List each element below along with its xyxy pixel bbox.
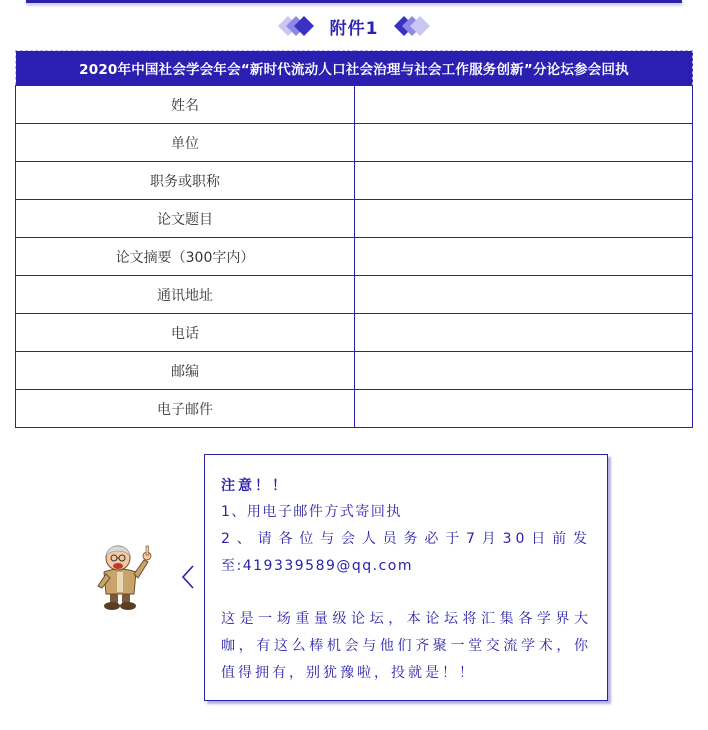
table-row	[16, 200, 693, 238]
table-row	[16, 86, 693, 124]
field-value-phone[interactable]	[355, 314, 693, 352]
notice-paragraph: 这是一场重量级论坛，本论坛将汇集各学界大咖，有这么棒机会与他们齐聚一堂交流学术，你值得拥有，别犹豫啦，投就是！！	[221, 611, 591, 681]
form-title: 2020年中国社会学会年会“新时代流动人口社会治理与社会工作服务创新”分论坛参会回执	[16, 51, 693, 86]
table-row	[16, 390, 693, 428]
table-row	[16, 314, 693, 352]
notice-heading: 注意！！	[221, 478, 289, 494]
old-man-mascot-icon	[92, 542, 154, 612]
attachment-heading	[0, 12, 708, 40]
field-value-abstract[interactable]	[355, 238, 693, 276]
notice-spacer	[221, 580, 591, 606]
table-row	[16, 276, 693, 314]
field-label-organization: 单位	[16, 124, 355, 162]
field-label-postcode: 邮编	[16, 352, 355, 390]
field-label-name: 姓名	[16, 86, 355, 124]
table-row	[16, 238, 693, 276]
attachment-title: 附件1	[329, 18, 379, 39]
notice-box	[204, 454, 608, 701]
field-label-email: 电子邮件	[16, 390, 355, 428]
field-value-position[interactable]	[355, 162, 693, 200]
field-value-name[interactable]	[355, 86, 693, 124]
notice-item-2-line-2: 至:419339589@qq.com	[221, 558, 414, 574]
table-row	[16, 352, 693, 390]
field-value-email[interactable]	[355, 390, 693, 428]
field-label-position: 职务或职称	[16, 162, 355, 200]
double-chevron-right-icon	[392, 15, 432, 37]
field-label-paper-title: 论文题目	[16, 200, 355, 238]
field-label-address: 通讯地址	[16, 276, 355, 314]
field-value-organization[interactable]	[355, 124, 693, 162]
table-row	[16, 124, 693, 162]
notice-item-2-line-1: 2、请各位与会人员务必于7月30日前发	[221, 531, 591, 547]
notice-item-1: 1、用电子邮件方式寄回执	[221, 504, 402, 520]
table-row	[16, 162, 693, 200]
chevron-left-icon	[180, 564, 196, 590]
field-value-address[interactable]	[355, 276, 693, 314]
field-label-phone: 电话	[16, 314, 355, 352]
field-value-paper-title[interactable]	[355, 200, 693, 238]
reply-form-table	[15, 50, 693, 428]
top-divider	[26, 0, 682, 3]
double-chevron-left-icon	[276, 15, 316, 37]
field-value-postcode[interactable]	[355, 352, 693, 390]
field-label-abstract: 论文摘要（300字内）	[16, 238, 355, 276]
